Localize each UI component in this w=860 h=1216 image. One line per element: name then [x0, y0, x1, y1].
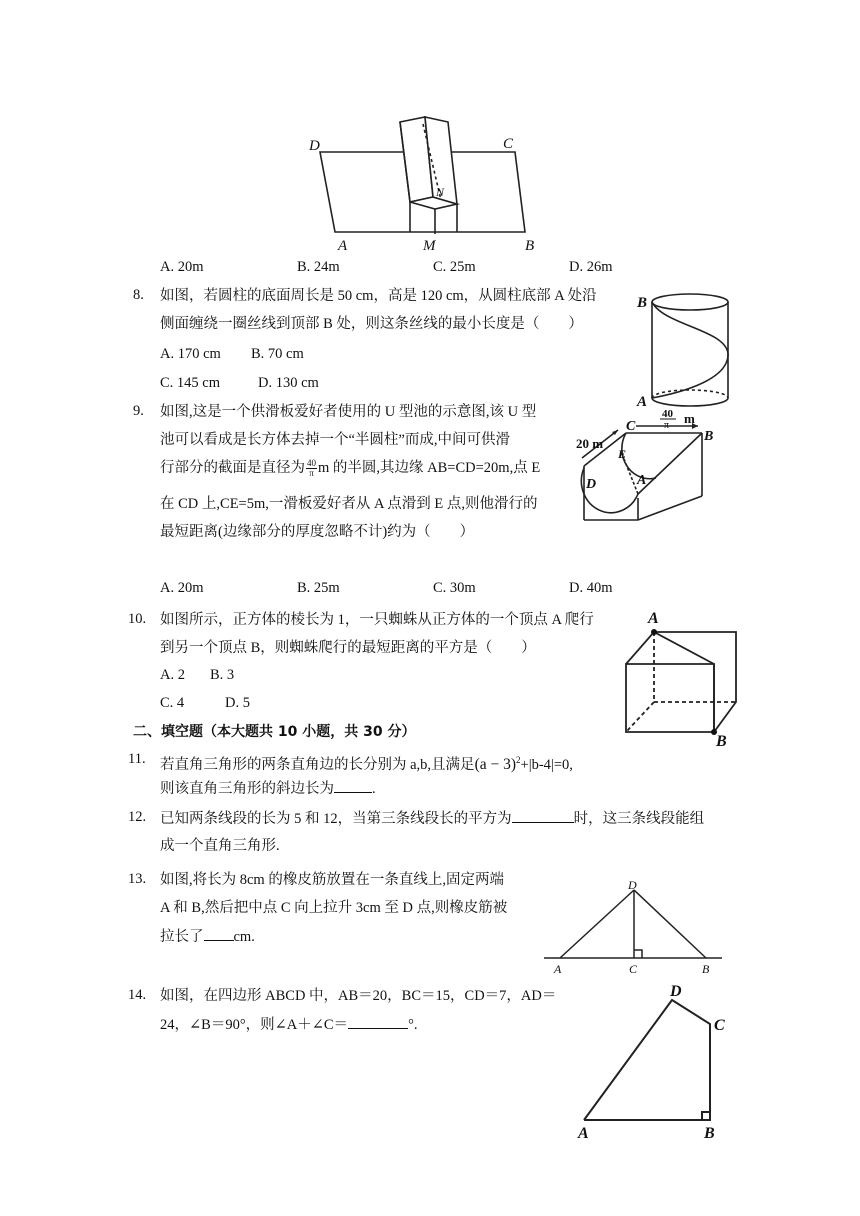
q11-line-2-start: 则该直角三角形的斜边长为 [160, 781, 334, 797]
q7-label-B: B [525, 238, 535, 254]
q7-figure [305, 112, 545, 257]
q13-line-3 [160, 926, 255, 947]
q8-label-B: B [637, 295, 648, 311]
q8-option-b: B. 70 cm [251, 346, 304, 362]
q13-label-A: A [554, 962, 562, 976]
q10-label-B: B [716, 733, 727, 748]
q12-line-1 [160, 808, 704, 829]
q8-cylinder-figure [634, 286, 734, 414]
q9-line-3-end: m 的半圆,其边缘 AB=CD=20m,点 E [318, 460, 541, 476]
q13-line-3-end: cm. [233, 929, 255, 945]
q14-label-B: B [704, 1125, 715, 1142]
q8-label-A: A [637, 394, 648, 410]
q9-label-B: B [704, 429, 714, 444]
q11-line-1-end: +|b-4|=0, [520, 756, 573, 773]
q7-option-a: A. 20m [160, 259, 204, 275]
q7-label-M: M [423, 238, 436, 254]
q9-label-E: E [618, 447, 627, 461]
q8-line-2: 侧面缠绕一圈丝线到顶部 B 处，则这条丝线的最小长度是（ ） [160, 316, 583, 332]
q9-line-3-start: 行部分的截面是直径为 [160, 460, 305, 476]
q14-number: 14. [128, 987, 147, 1003]
q14-line-1: 如图，在四边形 ABCD 中，AB＝20，BC＝15，CD＝7，AD＝ [160, 988, 557, 1004]
q7-option-c: C. 25m [433, 259, 476, 275]
q9-line-4: 在 CD 上,CE=5m,一滑板爱好者从 A 点滑到 E 点,则他滑行的 [160, 496, 538, 512]
q13-line-1: 如图,将长为 8cm 的橡皮筋放置在一条直线上,固定两端 [160, 872, 504, 888]
q9-label-C: C [626, 419, 636, 434]
q8-option-a: A. 170 cm [160, 346, 221, 362]
q14-line-2 [160, 1014, 418, 1035]
q7-label-C: C [503, 136, 514, 152]
q14-quadrilateral-figure [574, 980, 730, 1144]
q10-line-2: 到另一个顶点 B，则蜘蛛爬行的最短距离的平方是（ ） [160, 640, 536, 656]
q10-option-b: B. 3 [210, 667, 235, 683]
q9-number: 9. [133, 403, 144, 419]
q13-line-2: A 和 B,然后把中点 C 向上拉升 3cm 至 D 点,则橡皮筋被 [160, 900, 508, 916]
q10-option-a: A. 2 [160, 667, 185, 683]
q10-option-d: D. 5 [225, 695, 250, 711]
q9-label-length: 20 m [576, 436, 604, 451]
q8-option-c: C. 145 cm [160, 375, 221, 391]
q11-line-2-end: . [372, 781, 376, 797]
q10-line-1: 如图所示，正方体的棱长为 1，一只蜘蛛从正方体的一个顶点 A 爬行 [160, 612, 594, 628]
q9-label-D: D [586, 477, 597, 492]
q14-line-2-start: 24，∠B＝90°，则∠A＋∠C＝ [160, 1017, 349, 1033]
q13-label-C: C [629, 962, 638, 976]
q9-label-unit: m [684, 411, 695, 426]
q9-option-c: C. 30m [433, 580, 476, 596]
q10-option-c: C. 4 [160, 695, 185, 711]
q9-option-a: A. 20m [160, 580, 204, 596]
q11-number: 11. [128, 751, 146, 767]
q13-label-D: D [628, 880, 637, 892]
q10-number: 10. [128, 611, 147, 627]
q9-line-3 [160, 458, 540, 478]
q9-line-2: 池可以看成是长方体去掉一个“半圆柱”而成,中间可供滑 [160, 432, 510, 448]
section-2-heading: 二、填空题（本大题共 10 小题，共 30 分） [133, 724, 416, 740]
q12-line-2: 成一个直角三角形. [160, 838, 280, 854]
q8-option-d: D. 130 cm [258, 375, 319, 391]
q7-label-D: D [309, 138, 320, 154]
q10-cube-figure [618, 606, 740, 748]
q7-option-b: B. 24m [297, 259, 340, 275]
q12-answer-blank[interactable] [512, 808, 574, 823]
q11-exponent: 2 [516, 755, 521, 765]
q8-number: 8. [133, 287, 144, 303]
q14-line-2-end: °. [408, 1017, 418, 1033]
q14-label-A: A [578, 1125, 589, 1142]
q9-label-frac-bot: π [664, 420, 670, 431]
q7-label-N: N [436, 185, 445, 199]
q9-label-frac-top: 40 [662, 408, 673, 420]
q9-line-1: 如图,这是一个供滑板爱好者使用的 U 型池的示意图,该 U 型 [160, 404, 537, 420]
q14-label-C: C [714, 1017, 725, 1034]
q9-label-A: A [637, 473, 647, 488]
q11-line-2 [160, 778, 376, 799]
q9-line-5: 最短距离(边缘部分的厚度忽略不计)约为（ ） [160, 524, 475, 540]
q9-option-b: B. 25m [297, 580, 340, 596]
q14-answer-blank[interactable] [348, 1014, 408, 1029]
q8-line-1: 如图，若圆柱的底面周长是 50 cm，高是 120 cm，从圆柱底部 A 处沿 [160, 288, 597, 304]
q13-number: 13. [128, 871, 147, 887]
q12-line-1-end: 时，这三条线段能组 [573, 811, 705, 827]
q11-expression: (a − 3) [474, 755, 517, 773]
q7-option-d: D. 26m [569, 259, 613, 275]
q9-frac-bot: π [309, 468, 314, 479]
q9-fraction [306, 459, 317, 478]
q13-label-B: B [702, 962, 710, 976]
q12-line-1-start: 已知两条线段的长为 5 和 12，当第三条线段长的平方为 [160, 811, 512, 827]
q13-answer-blank[interactable] [204, 926, 234, 941]
q12-number: 12. [128, 809, 147, 825]
q13-rubber-band-figure [542, 880, 724, 978]
q11-line-1-start: 若直角三角形的两条直角边的长分别为 a,b,且满足 [160, 756, 475, 773]
q11-answer-blank[interactable] [334, 778, 372, 793]
q9-frac-top: 40 [307, 458, 316, 469]
q7-label-A: A [338, 238, 348, 254]
q10-label-A: A [648, 610, 659, 627]
q13-line-3-start: 拉长了 [160, 929, 204, 945]
q9-option-d: D. 40m [569, 580, 613, 596]
q11-line-1 [160, 750, 573, 775]
q14-label-D: D [670, 983, 682, 1000]
q9-u-pool-figure [574, 406, 724, 526]
